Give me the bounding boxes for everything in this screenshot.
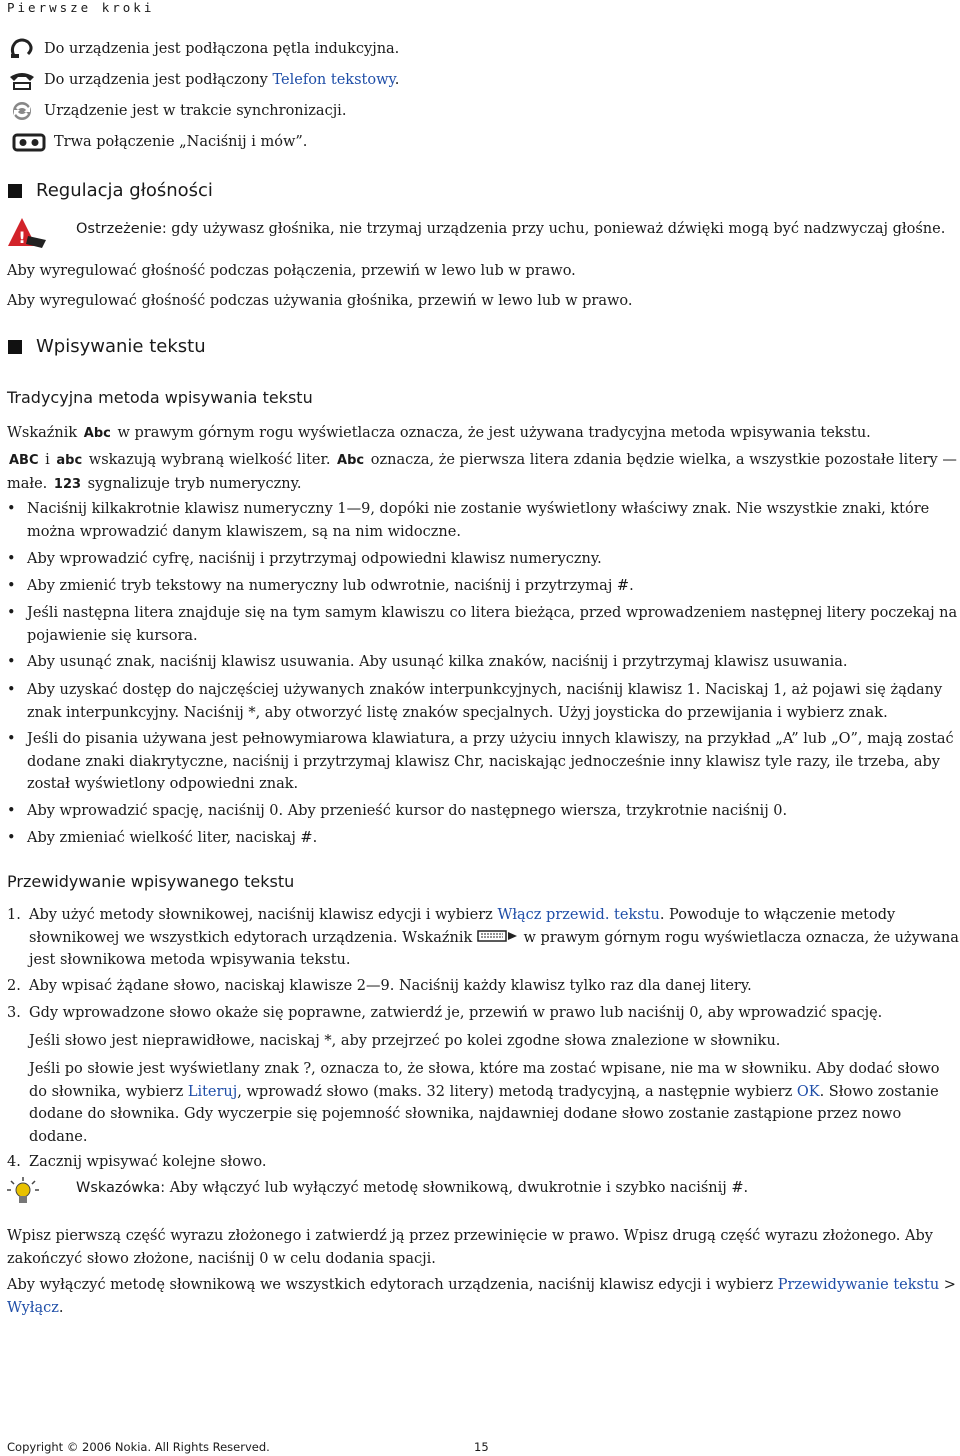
- loop-icon: [8, 38, 36, 60]
- traditional-heading: Tradycyjna metoda wpisywania tekstu: [7, 388, 313, 407]
- lowercase-mode-icon: abc: [56, 453, 83, 468]
- list-item: • Aby uzyskać dostęp do najczęściej używanych znaków interpunkcyjnych, naciśnij klawisz 1. Naciskaj 1, aż pojawi się żądany znak interpunkcyjny. Naciśnij *, aby otworzyć listę znaków specjalnych. Użyj joysticka do przewijania i wybierz znak.: [27, 679, 959, 724]
- tip-text: Wskazówka: Aby włączyć lub wyłączyć metodę słownikową, dwukrotnie i szybko naciśnij #.: [76, 1180, 749, 1196]
- text-phone-link[interactable]: Telefon tekstowy: [272, 72, 395, 88]
- warning-label: Ostrzeżenie:: [76, 221, 167, 237]
- volume-call-paragraph: Aby wyregulować głośność podczas połączenia, przewiń w lewo lub w prawo.: [7, 263, 576, 279]
- disable-predictive-paragraph: Aby wyłączyć metodę słownikową we wszystkich edytorach urządzenia, naciśnij klawisz edycji i wybierz Przewidywanie tekstu > Wyłącz.: [7, 1277, 956, 1316]
- step-3: 3. Gdy wprowadzone słowo okaże się poprawne, zatwierdź je, przewiń w prawo lub naciśnij 0, aby wprowadzić spację.: [7, 1005, 883, 1021]
- push-to-talk-icon: [12, 131, 46, 153]
- indicator-loop: [8, 38, 399, 60]
- enable-predictive-link[interactable]: Włącz przewid. tekstu: [497, 907, 660, 923]
- section-volume-heading: Regulacja głośności: [8, 180, 213, 201]
- svg-text:!: !: [18, 228, 26, 247]
- indicator-sync: [8, 100, 346, 122]
- tip-label: Wskazówka:: [76, 1180, 166, 1196]
- indicator-sync-text: Urządzenie jest w trakcie synchronizacji.: [44, 103, 347, 119]
- numeric-mode-icon: 123: [53, 476, 82, 492]
- text-phone-icon: [8, 69, 36, 91]
- uppercase-mode-icon: ABC: [9, 453, 39, 468]
- warning-icon: [6, 216, 50, 254]
- ok-link[interactable]: OK: [796, 1083, 820, 1100]
- page-number: 15: [474, 1440, 489, 1454]
- indicator-text-phone: [8, 69, 399, 91]
- list-item: • Aby zmieniać wielkość liter, naciskaj #.: [27, 827, 959, 850]
- indicator-ptt: [8, 131, 307, 153]
- predictive-indicator-icon: [477, 930, 519, 946]
- spell-link[interactable]: Literuj: [187, 1083, 238, 1100]
- tip-icon: [6, 1176, 40, 1210]
- indicator-ptt-text: Trwa połączenie „Naciśnij i mów”.: [54, 134, 308, 150]
- abc-mode-icon: Abc: [83, 426, 111, 441]
- section-bullet-square: [8, 340, 22, 354]
- traditional-indicator-paragraph: Wskaźnik Abc w prawym górnym rogu wyświetlacza oznacza, że jest używana tradycyjna metoda wpisywania tekstu.: [7, 422, 957, 446]
- indicator-text-phone-text: Do urządzenia jest podłączony Telefon tekstowy.: [44, 72, 400, 88]
- list-item: • Naciśnij kilkakrotnie klawisz numeryczny 1—9, dopóki nie zostanie wyświetlony właściwy znak. Nie wszystkie znaki, które można wprowadzić danym klawiszem, są na nim widoczne.: [27, 498, 959, 543]
- list-item: • Aby wprowadzić cyfrę, naciśnij i przytrzymaj odpowiedni klawisz numeryczny.: [27, 548, 959, 571]
- predictive-heading: Przewidywanie wpisywanego tekstu: [7, 872, 295, 891]
- step-2: 2. Aby wpisać żądane słowo, naciskaj klawisze 2—9. Naciśnij każdy klawisz tylko raz dla danej litery.: [7, 978, 752, 994]
- step-3-incorrect-paragraph: Jeśli słowo jest nieprawidłowe, naciskaj *, aby przejrzeć po kolei zgodne słowa znalezione w słowniku.: [29, 1033, 781, 1049]
- sentence-case-icon: Abc: [337, 453, 365, 468]
- section-bullet-square: [8, 184, 22, 198]
- volume-speaker-paragraph: Aby wyregulować głośność podczas używania głośnika, przewiń w lewo lub w prawo.: [7, 293, 633, 309]
- list-item: • Aby usunąć znak, naciśnij klawisz usuwania. Aby usunąć kilka znaków, naciśnij i przytrzymaj klawisz usuwania.: [27, 651, 959, 674]
- list-item: • Aby zmienić tryb tekstowy na numeryczny lub odwrotnie, naciśnij i przytrzymaj #.: [27, 575, 959, 598]
- predictive-text-link[interactable]: Przewidywanie tekstu: [777, 1277, 940, 1293]
- step-1: 1. Aby użyć metody słownikowej, naciśnij klawisz edycji i wybierz Włącz przewid. tekstu. Powoduje to włączenie metody słownikowej we wszystkich edytorach urządzenia. Wskaźnik w prawym górnym rogu wyświetlacza oznacza, że używana jest słownikowa metoda wpisywania tekstu.: [7, 907, 959, 968]
- list-item: • Jeśli następna litera znajduje się na tym samym klawiszu co litera bieżąca, przed wprowadzeniem następnej litery poczekaj na pojawienie się kursora.: [27, 602, 959, 647]
- section-writing-heading: Wpisywanie tekstu: [8, 336, 206, 357]
- sync-icon: [8, 100, 36, 122]
- list-item: • Aby wprowadzić spację, naciśnij 0. Aby przenieść kursor do następnego wiersza, trzykrotnie naciśnij 0.: [27, 800, 959, 823]
- running-header: Pierwsze kroki: [7, 0, 155, 15]
- compound-word-paragraph: Wpisz pierwszą część wyrazu złożonego i zatwierdź ją przez przewinięcie w prawo. Wpisz drugą część wyrazu złożonego. Aby zakończyć słowo złożone, naciśnij 0 w celu dodania spacji.: [7, 1228, 933, 1267]
- case-indicator-paragraph: ABC i abc wskazują wybraną wielkość liter. Abc oznacza, że pierwsza litera zdania będzie wielka, a wszystkie pozostałe litery — małe. 123 sygnalizuje tryb numeryczny.: [7, 449, 957, 496]
- warning-text: Ostrzeżenie: gdy używasz głośnika, nie trzymaj urządzenia przy uchu, ponieważ dźwięki mogą być nadzwyczaj głośne.: [76, 221, 946, 237]
- footer-copyright: Copyright © 2006 Nokia. All Rights Reserved.: [7, 1440, 270, 1454]
- list-item: • Jeśli do pisania używana jest pełnowymiarowa klawiatura, a przy użyciu innych klawiszy, na przykład „A” lub „O”, mają zostać dodane znaki diakrytyczne, naciśnij i przytrzymaj klawisz Chr, naciskając jednocześnie inny klawisz tyle razy, ile trzeba, aby został wyświetlony odpowiedni znak.: [27, 728, 959, 796]
- indicator-loop-text: Do urządzenia jest podłączona pętla indukcyjna.: [44, 41, 400, 57]
- step-4: 4. Zacznij wpisywać kolejne słowo.: [7, 1154, 267, 1170]
- step-3-add-word-paragraph: Jeśli po słowie jest wyświetlany znak ?, oznacza to, że słowa, które ma zostać wpisane, nie ma w słowniku. Aby dodać słowo do słownika, wybierz Literuj, wprowadź słowo (maks. 32 litery) metodą tradycyjną, a następnie wybierz OK. Słowo zostanie dodane do słownika. Gdy wyczerpie się pojemność słownika, najdawniej dodane słowo zostanie zastąpione przez nowo dodane.: [29, 1061, 940, 1145]
- disable-link[interactable]: Wyłącz: [7, 1299, 59, 1316]
